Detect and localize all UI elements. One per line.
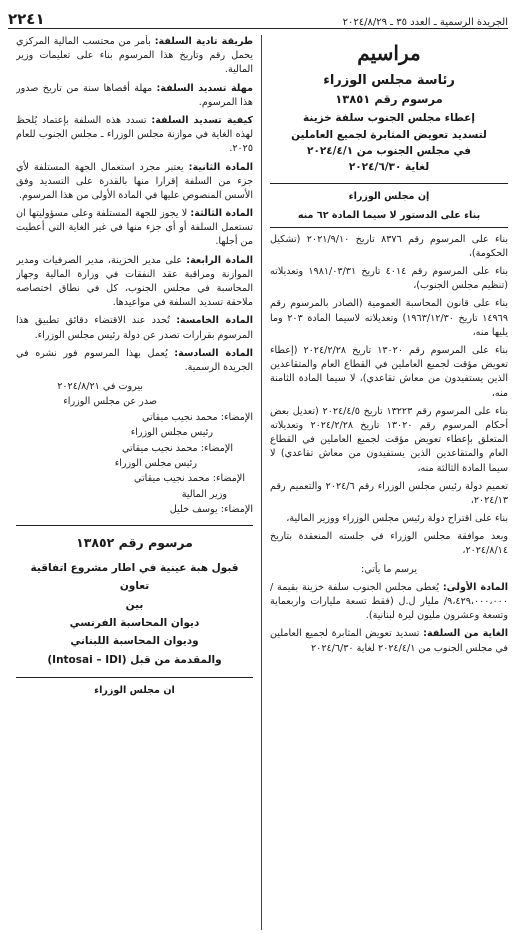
article-label: مهلة تسديد السلفة: xyxy=(156,82,253,94)
article-paragraph xyxy=(16,207,253,250)
page-number: ٢٢٤١ xyxy=(8,10,45,28)
decree-2-number: مرسوم رقم ١٣٨٥٢ xyxy=(76,535,193,551)
left-column xyxy=(16,35,262,930)
divider xyxy=(270,227,508,228)
article-text: بأمر من محتسب المالية المركزي يحمل رقم وتاريخ هذا المرسوم بناء على تعليمات وزير المالية. xyxy=(16,36,253,76)
article-text: لا يجوز للجهة المستلفة وعلى مسؤوليتها ان تستعمل السلفة أو أي جزء منها في غير الغاية التي أعطيت من أجلها. xyxy=(16,208,253,248)
decree-2-subject-line: بين xyxy=(125,598,144,611)
decree-2-subject-line: ديوان المحاسبة الفرنسي xyxy=(69,617,200,630)
decree-2-subject-line: وديوان المحاسبة اللبناني xyxy=(70,635,199,648)
authority-heading: رئاسة مجلس الوزراء xyxy=(323,73,455,88)
divider xyxy=(270,183,508,184)
columns xyxy=(8,35,508,930)
decree-subject-line: في مجلس الجنوب من ٢٠٢٤/٤/١ xyxy=(307,144,471,157)
constitution-basis: بناء على الدستور لا سيما المادة ٦٢ منه xyxy=(297,209,481,221)
article-paragraph xyxy=(16,314,253,342)
article-text: على مدير الخزينة، مدير الصرفيات ومدير الموازنة ومراقبة عقد النفقات في وزارة المالية وجهاز المحاسبة في مجلس الجنوب، كل في نطاق اختصاصه ملاحقة تسديد السلفة في مواعيدها. xyxy=(16,254,253,309)
loan-goal xyxy=(270,627,508,655)
article-text: يُعطى مجلس الجنوب سلفة خزينة بقيمة /٩،٤٢٩،٠٠٠،٠٠٠/ مليار ل.ل (فقط تسعة مليارات واربعماية وتسعة وعشرون مليون ليرة لبنانية). xyxy=(270,581,508,622)
signature-line: الإمضاء: محمد نجيب ميقاتي xyxy=(142,411,253,423)
preamble-paragraph: بناء على قانون المحاسبة العمومية (الصادر بالمرسوم رقم ١٤٩٦٩ تاريخ ١٩٦٣/١٢/٣٠) وتعديلاته لاسيما المادة ٢٠٣ وما يليها منه، xyxy=(270,298,508,338)
signature-line: رئيس مجلس الوزراء xyxy=(130,427,213,439)
article-label: المادة السادسة: xyxy=(174,347,253,359)
page-header xyxy=(8,6,508,29)
article-text: تسديد تعويض المثابرة لجميع العاملين في مجلس الجنوب من ٢٠٢٤/٤/١ لغاية ٢٠٢٤/٦/٣٠ xyxy=(270,628,508,654)
article-text: تُحدد عند الاقتضاء دقائق تطبيق هذا المرسوم بقرارات تصدر عن دولة رئيس مجلس الوزراء. xyxy=(16,315,253,341)
article-label: المادة الرابعة: xyxy=(186,254,253,266)
signature-line: الإمضاء: محمد نجيب ميقاتي xyxy=(134,473,245,485)
decree-2-issuer: ان مجلس الوزراء xyxy=(94,685,175,697)
divider xyxy=(16,677,253,678)
article-label: طريقة تادية السلفة: xyxy=(154,36,253,47)
right-column xyxy=(262,35,508,930)
preamble-paragraph: وبعد موافقة مجلس الوزراء في جلسته المنعقدة بتاريخ ٢٠٢٤/٨/١٤، xyxy=(270,531,508,557)
decree-2-subject-line: والمقدمة من قبل (Intosai – IDI) xyxy=(47,653,222,666)
section-title: مراسيم xyxy=(357,41,421,65)
decree-subject-line: لغاية ٢٠٢٤/٦/٣٠ xyxy=(348,161,430,174)
article-label: المادة الثالثة: xyxy=(190,208,253,220)
preamble-paragraph: بناء على اقتراح دولة رئيس مجلس الوزراء ووزير المالية، xyxy=(286,513,508,525)
article-label: كيفية تسديد السلفة: xyxy=(151,114,253,126)
article-paragraph xyxy=(16,254,253,311)
article-paragraph xyxy=(16,82,253,110)
decree-subject-line: إعطاء مجلس الجنوب سلفة خزينة xyxy=(303,112,475,125)
article-paragraph xyxy=(16,347,253,375)
signature-line: رئيس مجلس الوزراء xyxy=(114,457,197,469)
divider xyxy=(16,525,253,526)
article-paragraph xyxy=(16,161,253,204)
article-text: يعتبر مجرد استعمال الجهة المستلفة لأي جزء من السلفة إقرارا منها بالقدرة على التسديد وفق الأسس المنصوص عليها في المادة الأولى من هذا المرسوم. xyxy=(16,161,253,201)
article-text: تسدد هذه السلفة بإعتماد يُلحظ لهذه الغاية في موازنة مجلس الوزراء ـ مجلس الجنوب للعام ٢٠٢٥. xyxy=(16,114,253,155)
place-date: بيروت في ٢٠٢٤/٨/٢١ xyxy=(57,381,143,393)
preamble-paragraph: بناء على المرسوم رقم ١٣٢٢٣ تاريخ ٢٠٢٤/٤/٥ (تعديل بعض أحكام المرسوم رقم ١٣٠٢٠ تاريخ ٢٠٢٤/٢/٢٨ وتعديلاته المتعلق بإعطاء تعويض مؤقت لجميع العاملين في القطاع العام والمتقاعدين الذين يستفيدون من معاش تقاعدي) لا سيما المادة الثالثة منه، xyxy=(270,405,508,474)
article-text: مهلة أقصاها سنة من تاريخ صدور هذا المرسوم. xyxy=(16,82,253,108)
preamble-paragraph: بناء على المرسوم رقم ٤٠١٤ تاريخ ١٩٨١/٠٣/٣١ وتعديلاته (تنظيم مجلس الجنوب)، xyxy=(270,266,508,292)
article-label: المادة الخامسة: xyxy=(176,315,253,327)
preamble-paragraph: تعميم دولة رئيس مجلس الوزراء رقم ٢٠٢٤/٦ والتعميم رقم ٢٠٢٤/١٣، xyxy=(270,480,508,506)
preamble-paragraph: بناء على المرسوم رقم ٨٣٧٦ تاريخ ٢٠٢١/٩/١٠ (تشكيل الحكومة)، xyxy=(270,233,508,259)
issuer-line: إن مجلس الوزراء xyxy=(348,191,430,203)
article-label: المادة الثانية: xyxy=(188,161,253,173)
decrees-line: يرسم ما يأتي: xyxy=(360,563,418,575)
signature-line: صدر عن مجلس الوزراء xyxy=(63,396,157,408)
article-label: الغاية من السلفة: xyxy=(423,628,508,640)
decree-2-subject-line: قبول هبة عينية في اطار مشروع اتفاقية تعاون xyxy=(30,561,239,593)
signature-line: الإمضاء: يوسف خليل xyxy=(169,503,253,515)
decree-number: مرسوم رقم ١٣٨٥١ xyxy=(335,92,443,106)
article-1 xyxy=(270,581,508,624)
article-text: يُعمل بهذا المرسوم فور نشره في الجريدة الرسمية. xyxy=(16,347,253,373)
signature-line: الإمضاء: محمد نجيب ميقاتي xyxy=(122,442,233,454)
decree-subject-line: لتسديد تعويض المثابرة لجميع العاملين xyxy=(291,128,487,141)
preamble-paragraph: بناء على المرسوم رقم ١٣٠٢٠ تاريخ ٢٠٢٤/٢/٢٨ (إعطاء تعويض مؤقت لجميع العاملين في القطاع العام والمتقاعدين الذين يستفيدون من معاش تقاعدي)، لا سيما المادة الثامنة منه، xyxy=(270,345,508,399)
signature-line: وزير المالية xyxy=(181,488,227,500)
gazette-issue-title: الجريدة الرسمية ـ العدد ٣٥ ـ ٢٠٢٤/٨/٢٩ xyxy=(342,17,508,28)
article-paragraph xyxy=(16,114,253,157)
article-paragraph xyxy=(16,35,253,78)
article-label: المادة الأولى: xyxy=(442,581,508,593)
